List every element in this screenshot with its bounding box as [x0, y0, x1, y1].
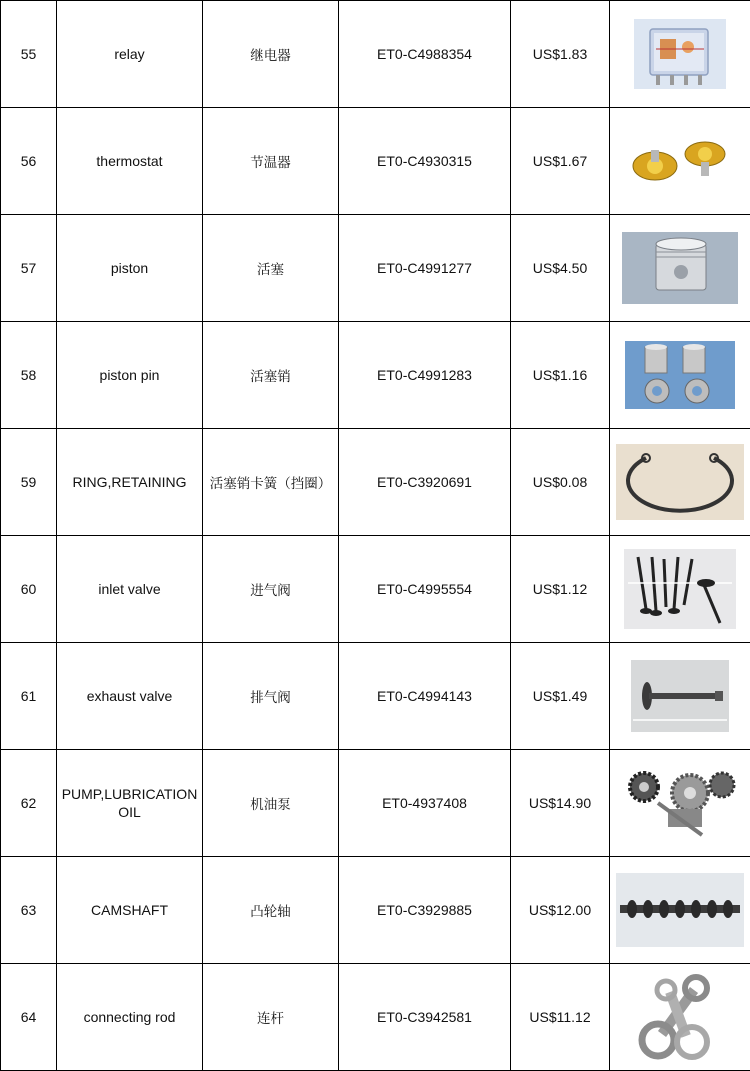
- table-row: [1, 215, 750, 322]
- table-row: [1, 857, 750, 964]
- part-name-chinese: 活塞销: [203, 322, 339, 429]
- table-row: [1, 108, 750, 215]
- part-code: ET0-C4991277: [339, 215, 511, 322]
- table-row: [1, 536, 750, 643]
- part-image-cell: [610, 1, 750, 108]
- part-code: ET0-C4930315: [339, 108, 511, 215]
- item-number: 57: [1, 215, 57, 322]
- connecting-rod-photo: [630, 972, 730, 1062]
- part-code: ET0-C3920691: [339, 429, 511, 536]
- table-row: [1, 643, 750, 750]
- table-row: [1, 429, 750, 536]
- part-name-chinese: 活塞销卡簧（挡圈）: [203, 429, 339, 536]
- part-image-cell: [610, 108, 750, 215]
- part-name-english: CAMSHAFT: [57, 857, 203, 964]
- relay-photo: [634, 19, 726, 89]
- part-name-chinese: 活塞: [203, 215, 339, 322]
- part-name-english: PUMP,LUBRICATION OIL: [57, 750, 203, 857]
- item-number: 63: [1, 857, 57, 964]
- part-code: ET0-4937408: [339, 750, 511, 857]
- unit-price: US$1.16: [511, 322, 610, 429]
- item-number: 64: [1, 964, 57, 1071]
- camshaft-photo: [616, 873, 744, 947]
- part-name-chinese: 进气阀: [203, 536, 339, 643]
- part-name-chinese: 继电器: [203, 1, 339, 108]
- retaining-ring-photo: [616, 444, 744, 520]
- unit-price: US$1.12: [511, 536, 610, 643]
- item-number: 58: [1, 322, 57, 429]
- item-number: 62: [1, 750, 57, 857]
- part-name-english: thermostat: [57, 108, 203, 215]
- part-image-cell: [610, 857, 750, 964]
- part-name-chinese: 排气阀: [203, 643, 339, 750]
- unit-price: US$0.08: [511, 429, 610, 536]
- unit-price: US$1.67: [511, 108, 610, 215]
- part-image-cell: [610, 536, 750, 643]
- unit-price: US$12.00: [511, 857, 610, 964]
- piston-photo: [622, 232, 738, 304]
- part-code: ET0-C4988354: [339, 1, 511, 108]
- unit-price: US$11.12: [511, 964, 610, 1071]
- part-image-cell: [610, 750, 750, 857]
- part-name-chinese: 凸轮轴: [203, 857, 339, 964]
- part-code: ET0-C4995554: [339, 536, 511, 643]
- part-name-chinese: 节温器: [203, 108, 339, 215]
- part-code: ET0-C3942581: [339, 964, 511, 1071]
- unit-price: US$14.90: [511, 750, 610, 857]
- part-image-cell: [610, 964, 750, 1071]
- part-code: ET0-C4991283: [339, 322, 511, 429]
- unit-price: US$1.49: [511, 643, 610, 750]
- item-number: 59: [1, 429, 57, 536]
- part-name-english: exhaust valve: [57, 643, 203, 750]
- item-number: 61: [1, 643, 57, 750]
- item-number: 60: [1, 536, 57, 643]
- part-name-english: piston: [57, 215, 203, 322]
- item-number: 56: [1, 108, 57, 215]
- piston-pin-photo: [625, 341, 735, 409]
- part-image-cell: [610, 429, 750, 536]
- part-name-english: connecting rod: [57, 964, 203, 1071]
- table-row: [1, 750, 750, 857]
- oil-pump-photo: [618, 763, 742, 843]
- part-code: ET0-C4994143: [339, 643, 511, 750]
- part-image-cell: [610, 215, 750, 322]
- part-image-cell: [610, 643, 750, 750]
- part-code: ET0-C3929885: [339, 857, 511, 964]
- part-name-english: RING,RETAINING: [57, 429, 203, 536]
- thermostat-photo: [625, 126, 735, 196]
- inlet-valve-photo: [624, 549, 736, 629]
- table-row: [1, 322, 750, 429]
- part-name-english: inlet valve: [57, 536, 203, 643]
- part-name-english: piston pin: [57, 322, 203, 429]
- table-row: [1, 1, 750, 108]
- exhaust-valve-photo: [631, 660, 729, 732]
- unit-price: US$4.50: [511, 215, 610, 322]
- item-number: 55: [1, 1, 57, 108]
- part-name-chinese: 连杆: [203, 964, 339, 1071]
- part-image-cell: [610, 322, 750, 429]
- part-name-english: relay: [57, 1, 203, 108]
- unit-price: US$1.83: [511, 1, 610, 108]
- part-name-chinese: 机油泵: [203, 750, 339, 857]
- table-row: [1, 964, 750, 1071]
